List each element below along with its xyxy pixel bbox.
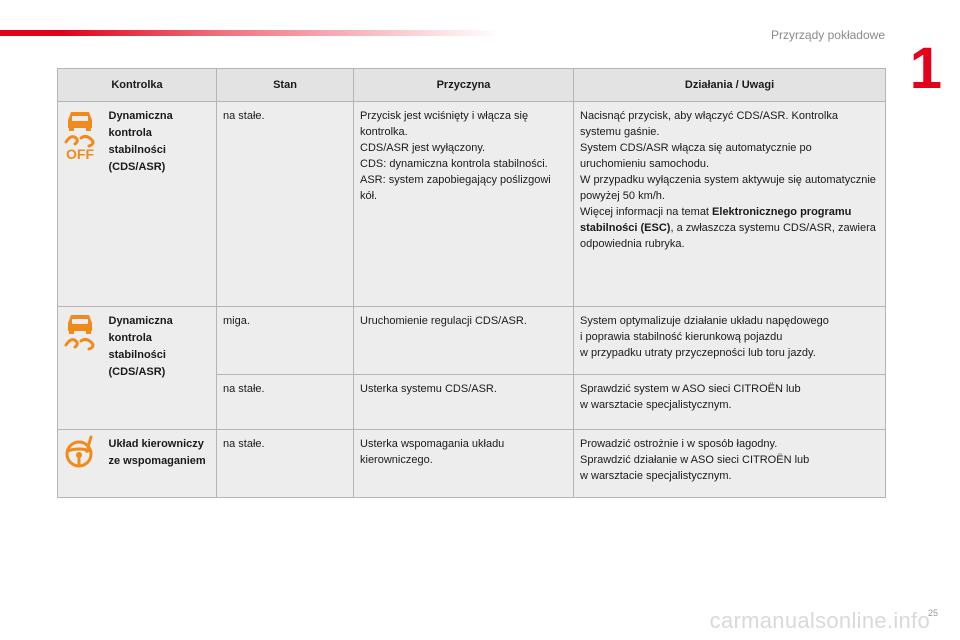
table-row xyxy=(58,307,886,375)
page-number: 25 xyxy=(927,608,938,618)
icon-cell xyxy=(58,102,103,307)
watermark: carmanualsonline.info xyxy=(709,608,930,633)
cause-cell: Uruchomienie regulacji CDS/ASR. xyxy=(354,307,574,375)
cause-cell: Usterka wspomagania układu kierowniczego. xyxy=(354,430,574,498)
action-text-end: , a zwłaszcza systemu CDS/ASR, zawiera odpowiednia rubryka. xyxy=(580,222,876,250)
section-title: Przyrządy pokładowe xyxy=(770,28,885,42)
state-cell: na stałe. xyxy=(217,102,354,307)
indicator-name: Układ kierowniczy ze wspomaganiem xyxy=(103,430,217,498)
power-steering-warning-icon xyxy=(62,434,98,470)
svg-text:OFF: OFF xyxy=(66,146,95,160)
table-row xyxy=(58,102,886,307)
cause-cell: Usterka systemu CDS/ASR. xyxy=(354,375,574,430)
table-row xyxy=(58,430,886,498)
indicator-name: Dynamiczna kontrola stabilności (CDS/ASR) xyxy=(103,307,217,430)
state-cell: na stałe. xyxy=(217,430,354,498)
indicator-table xyxy=(57,68,886,498)
action-text: Nacisnąć przycisk, aby włączyć CDS/ASR. Kontrolka systemu gaśnie. System CDS/ASR włącza się automatycznie po uruchomieniu samochodu. W przypadku wyłączenia system aktywuje się automatycznie powyżej 50 km/h. Więcej informacji na temat xyxy=(580,110,876,218)
action-cell: System optymalizuje działanie układu napędowego i poprawia stabilność kierunkową pojazdu w przypadku utraty przyczepności lub toru jazdy. xyxy=(574,307,886,375)
esc-reference: Elektronicznego programu stabilności (ESC) xyxy=(580,206,852,234)
table-header-row xyxy=(58,69,886,102)
header-kontrolka: Kontrolka xyxy=(58,69,217,102)
header-przyczyna: Przyczyna xyxy=(354,69,574,102)
icon-cell xyxy=(58,430,103,498)
state-cell: miga. xyxy=(217,307,354,375)
header-stan: Stan xyxy=(217,69,354,102)
action-cell: Sprawdzić system w ASO sieci CITROËN lub w warsztacie specjalistycznym. xyxy=(574,375,886,430)
icon-cell xyxy=(58,307,103,430)
traction-control-off-icon xyxy=(62,106,98,160)
action-cell: Prowadzić ostrożnie i w sposób łagodny. Sprawdzić działanie w ASO sieci CITROËN lub w warsztacie specjalistycznym. xyxy=(574,430,886,498)
cause-cell: Przycisk jest wciśnięty i włącza się kontrolka. CDS/ASR jest wyłączony. CDS: dynamiczna kontrola stabilności. ASR: system zapobiegający poślizgowi kół. xyxy=(354,102,574,307)
action-cell xyxy=(574,102,886,307)
state-cell: na stałe. xyxy=(217,375,354,430)
header-accent-bar xyxy=(0,30,500,36)
indicator-name: Dynamiczna kontrola stabilności (CDS/ASR) xyxy=(103,102,217,307)
header-dzialania: Działania / Uwagi xyxy=(574,69,886,102)
chapter-number: 1 xyxy=(909,36,942,101)
traction-control-icon xyxy=(62,311,98,353)
